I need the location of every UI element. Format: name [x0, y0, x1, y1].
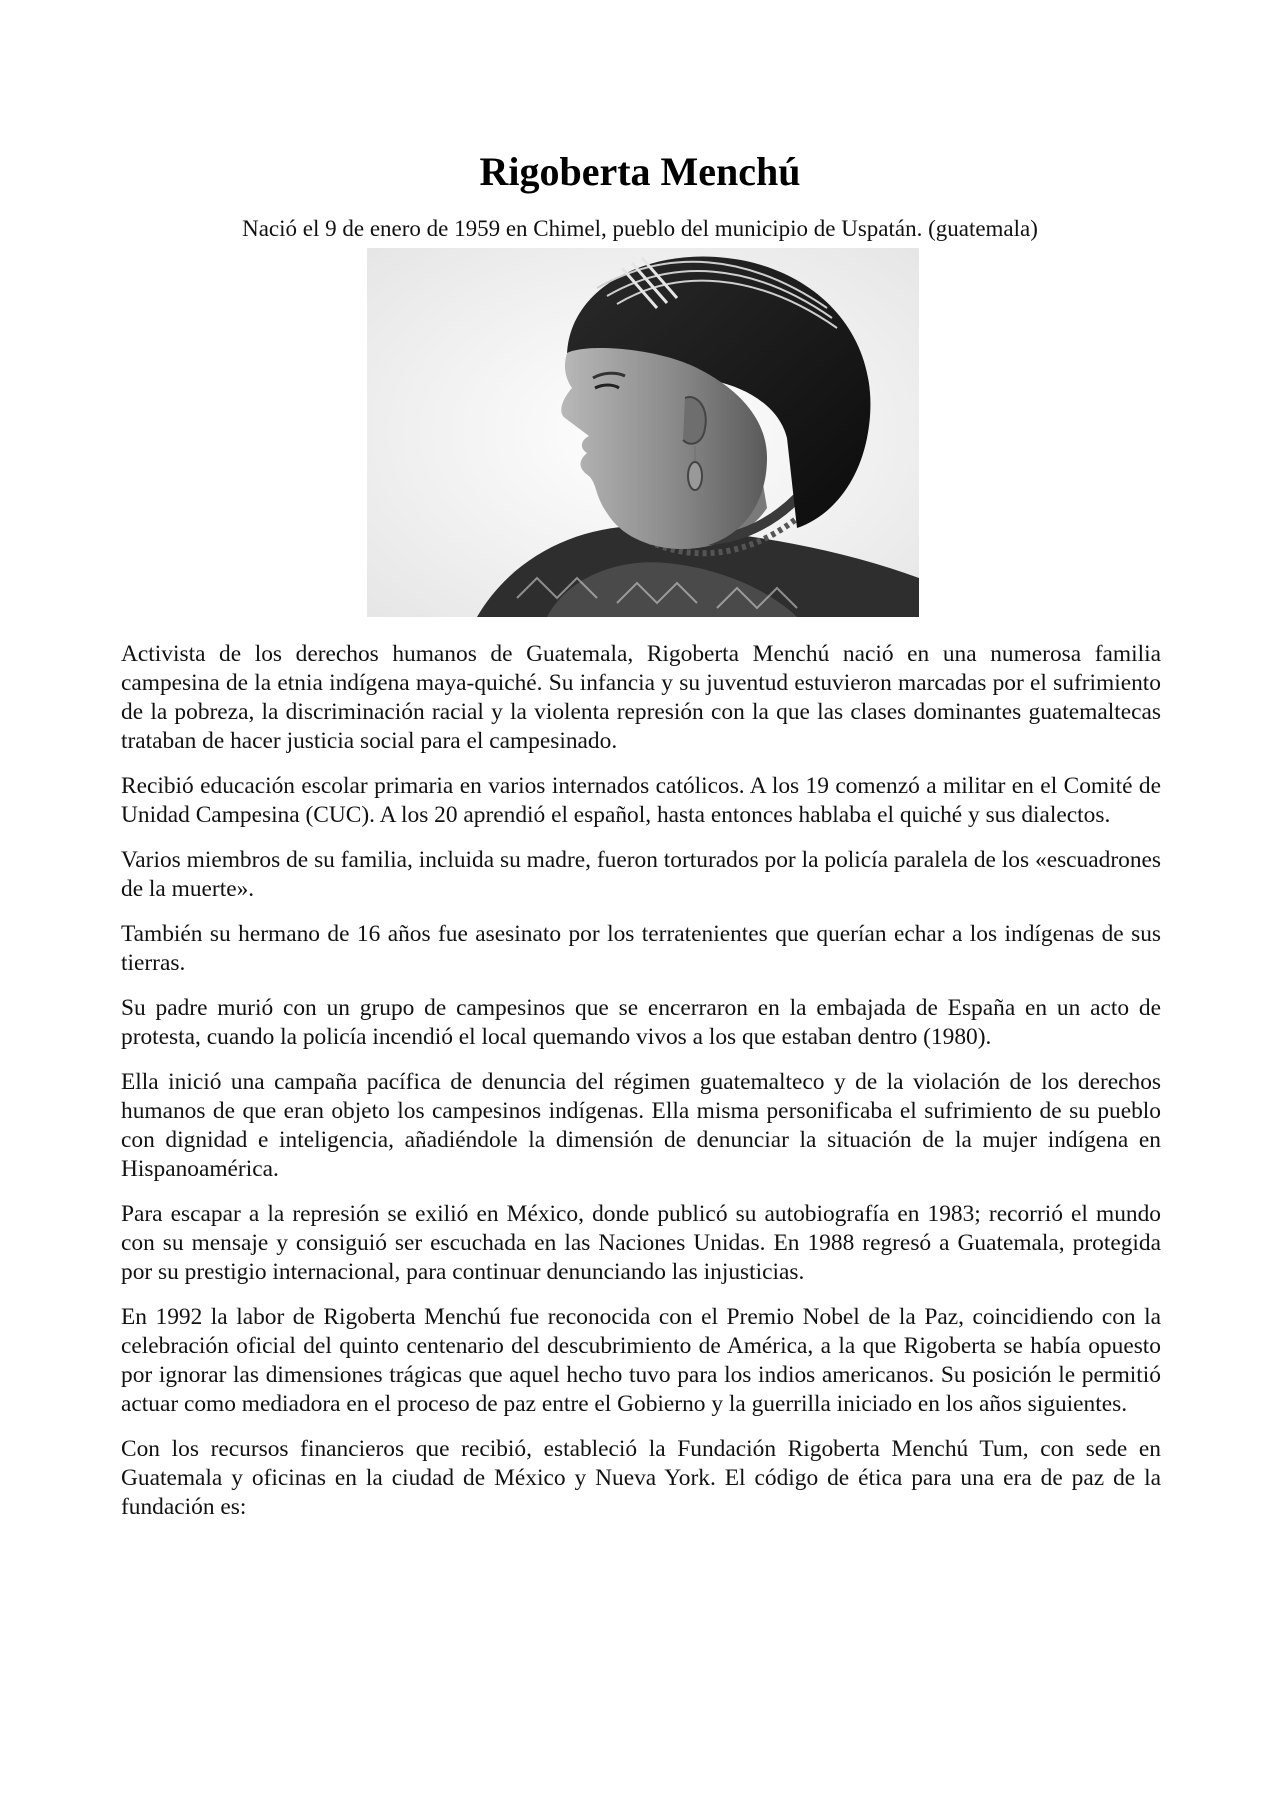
paragraph: Su padre murió con un grupo de campesinos que se encerraron en la embajada de España en un acto de protesta, cuando la policía incendió el local quemando vivos a los que estaban dentro (1980).	[121, 995, 1161, 1050]
portrait-photo	[367, 248, 919, 617]
paragraph: También su hermano de 16 años fue asesinato por los terratenientes que querían echar a los indígenas de sus tierras.	[121, 921, 1161, 976]
paragraph: Activista de los derechos humanos de Guatemala, Rigoberta Menchú nació en una numerosa familia campesina de la etnia indígena maya-quiché. Su infancia y su juventud estuvieron marcadas por el sufrimiento de la pobreza, la discriminación racial y la violenta represión con la que las clases dominantes guatemaltecas trataban de hacer justicia social para el campesinado.	[121, 641, 1161, 754]
paragraph: Ella inició una campaña pacífica de denuncia del régimen guatemalteco y de la violación de los derechos humanos de que eran objeto los campesinos indígenas. Ella misma personificaba el sufrimiento de su pueblo con dignidad e inteligencia, añadiéndole la dimensión de denunciar la situación de la mujer indígena en Hispanoamérica.	[121, 1069, 1161, 1182]
paragraph: Recibió educación escolar primaria en varios internados católicos. A los 19 comenzó a militar en el Comité de Unidad Campesina (CUC). A los 20 aprendió el español, hasta entonces hablaba el quiché y sus dialectos.	[121, 773, 1161, 828]
paragraph: En 1992 la labor de Rigoberta Menchú fue reconocida con el Premio Nobel de la Paz, coincidiendo con la celebración oficial del quinto centenario del descubrimiento de América, a la que Rigoberta se había opuesto por ignorar las dimensiones trágicas que aquel hecho tuvo para los indios americanos. Su posición le permitió actuar como mediadora en el proceso de paz entre el Gobierno y la guerrilla iniciado en los años siguientes.	[121, 1304, 1161, 1417]
body-text	[121, 640, 1161, 1538]
paragraph: Para escapar a la represión se exilió en México, donde publicó su autobiografía en 1983; recorrió el mundo con su mensaje y consiguió ser escuchada en las Naciones Unidas. En 1988 regresó a Guatemala, protegida por su prestigio internacional, para continuar denunciando las injusticias.	[121, 1201, 1161, 1285]
paragraph: Con los recursos financieros que recibió, estableció la Fundación Rigoberta Menchú Tum, con sede en Guatemala y oficinas en la ciudad de México y Nueva York. El código de ética para una era de paz de la fundación es:	[121, 1436, 1161, 1520]
paragraph: Varios miembros de su familia, incluida su madre, fueron torturados por la policía paralela de los «escuadrones de la muerte».	[121, 847, 1161, 902]
portrait-photo-icon	[367, 248, 919, 617]
page-title: Rigoberta Menchú	[479, 149, 801, 194]
page-subtitle: Nació el 9 de enero de 1959 en Chimel, pueblo del municipio de Uspatán. (guatemala)	[242, 216, 1038, 241]
